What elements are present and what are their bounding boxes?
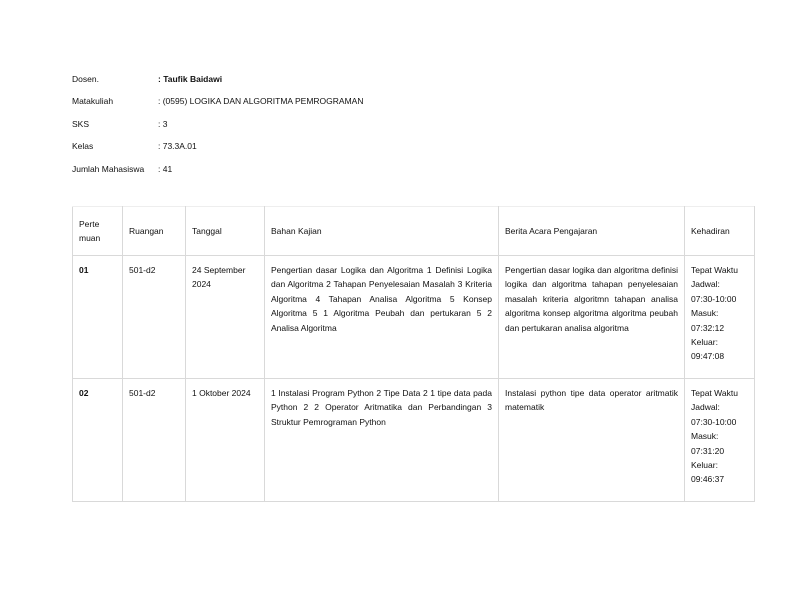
- masuk-label: Masuk:: [691, 431, 719, 442]
- jadwal-label: Jadwal:: [691, 279, 720, 290]
- sks-value: : 3: [158, 118, 168, 129]
- jadwal-value: 07:30-10:00: [691, 293, 737, 304]
- cell-ruangan: 501-d2: [123, 256, 186, 379]
- cell-berita-acara: Instalasi python tipe data operator aritmatik matematik: [499, 379, 685, 502]
- kelas-value: : 73.3A.01: [158, 141, 197, 152]
- cell-tanggal: 24 September 2024: [186, 256, 265, 379]
- table-row: [73, 379, 755, 502]
- jumlah-label: Jumlah Mahasiswa: [72, 163, 145, 174]
- kehadiran-status: Tepat Waktu: [691, 265, 738, 275]
- header-berita-acara: Berita Acara Pengajaran: [499, 207, 685, 256]
- meta-row-dosen: [72, 72, 363, 94]
- jadwal-value: 07:30-10:00: [691, 416, 737, 427]
- dosen-value: : Taufik Baidawi: [158, 74, 223, 84]
- header-kehadiran: Kehadiran: [685, 207, 755, 256]
- cell-pertemuan: 01: [73, 256, 123, 379]
- attendance-table: [72, 206, 755, 502]
- masuk-label: Masuk:: [691, 308, 719, 319]
- header-pertemuan: Perte muan: [73, 207, 123, 256]
- table-header-row: [73, 207, 755, 256]
- kelas-label: Kelas: [72, 141, 94, 152]
- keluar-value: 09:46:37: [691, 474, 725, 485]
- header-ruangan: Ruangan: [123, 207, 186, 256]
- meta-row-kelas: [72, 139, 363, 161]
- dosen-label: Dosen.: [72, 74, 99, 84]
- matakuliah-label: Matakuliah: [72, 96, 114, 107]
- cell-bahan-kajian: Pengertian dasar Logika dan Algoritma 1 Definisi Logika dan Algoritma 2 Tahapan Penyelesaian Masalah 3 Kriteria Algoritma 4 Tahapan Analisa Algoritma 5 Konsep Algoritma 5 1 Algoritma Peubah dan pertukaran 5 2 Analisa Algoritma: [265, 256, 499, 379]
- masuk-value: 07:32:12: [691, 322, 725, 333]
- masuk-value: 07:31:20: [691, 445, 725, 456]
- cell-kehadiran: [685, 379, 755, 502]
- cell-pertemuan: 02: [73, 379, 123, 502]
- keluar-label: Keluar:: [691, 460, 718, 471]
- header-tanggal: Tanggal: [186, 207, 265, 256]
- cell-bahan-kajian: 1 Instalasi Program Python 2 Tipe Data 2 1 tipe data pada Python 2 2 Operator Aritmatika dan Perbandingan 3 Struktur Pemrograman Python: [265, 379, 499, 502]
- matakuliah-value: : (0595) LOGIKA DAN ALGORITMA PEMROGRAMAN: [158, 96, 364, 107]
- sks-label: SKS: [72, 118, 90, 129]
- course-info: [72, 72, 363, 184]
- cell-kehadiran: [685, 256, 755, 379]
- cell-berita-acara: Pengertian dasar logika dan algoritma definisi logika dan algoritma tahapan penyelesaian masalah kriteria algoritmn tahapan analisa algoritma konsep algoritma algoritma peubah dan pertukaran analisa algoritma: [499, 256, 685, 379]
- cell-tanggal: 1 Oktober 2024: [186, 379, 265, 502]
- table-row: [73, 256, 755, 379]
- cell-ruangan: 501-d2: [123, 379, 186, 502]
- jumlah-value: : 41: [158, 163, 173, 174]
- kehadiran-status: Tepat Waktu: [691, 388, 738, 398]
- meta-row-matakuliah: [72, 94, 363, 116]
- jadwal-label: Jadwal:: [691, 402, 720, 413]
- header-bahan-kajian: Bahan Kajian: [265, 207, 499, 256]
- keluar-value: 09:47:08: [691, 351, 725, 362]
- keluar-label: Keluar:: [691, 337, 718, 348]
- meta-row-jumlah: [72, 162, 363, 184]
- meta-row-sks: [72, 117, 363, 139]
